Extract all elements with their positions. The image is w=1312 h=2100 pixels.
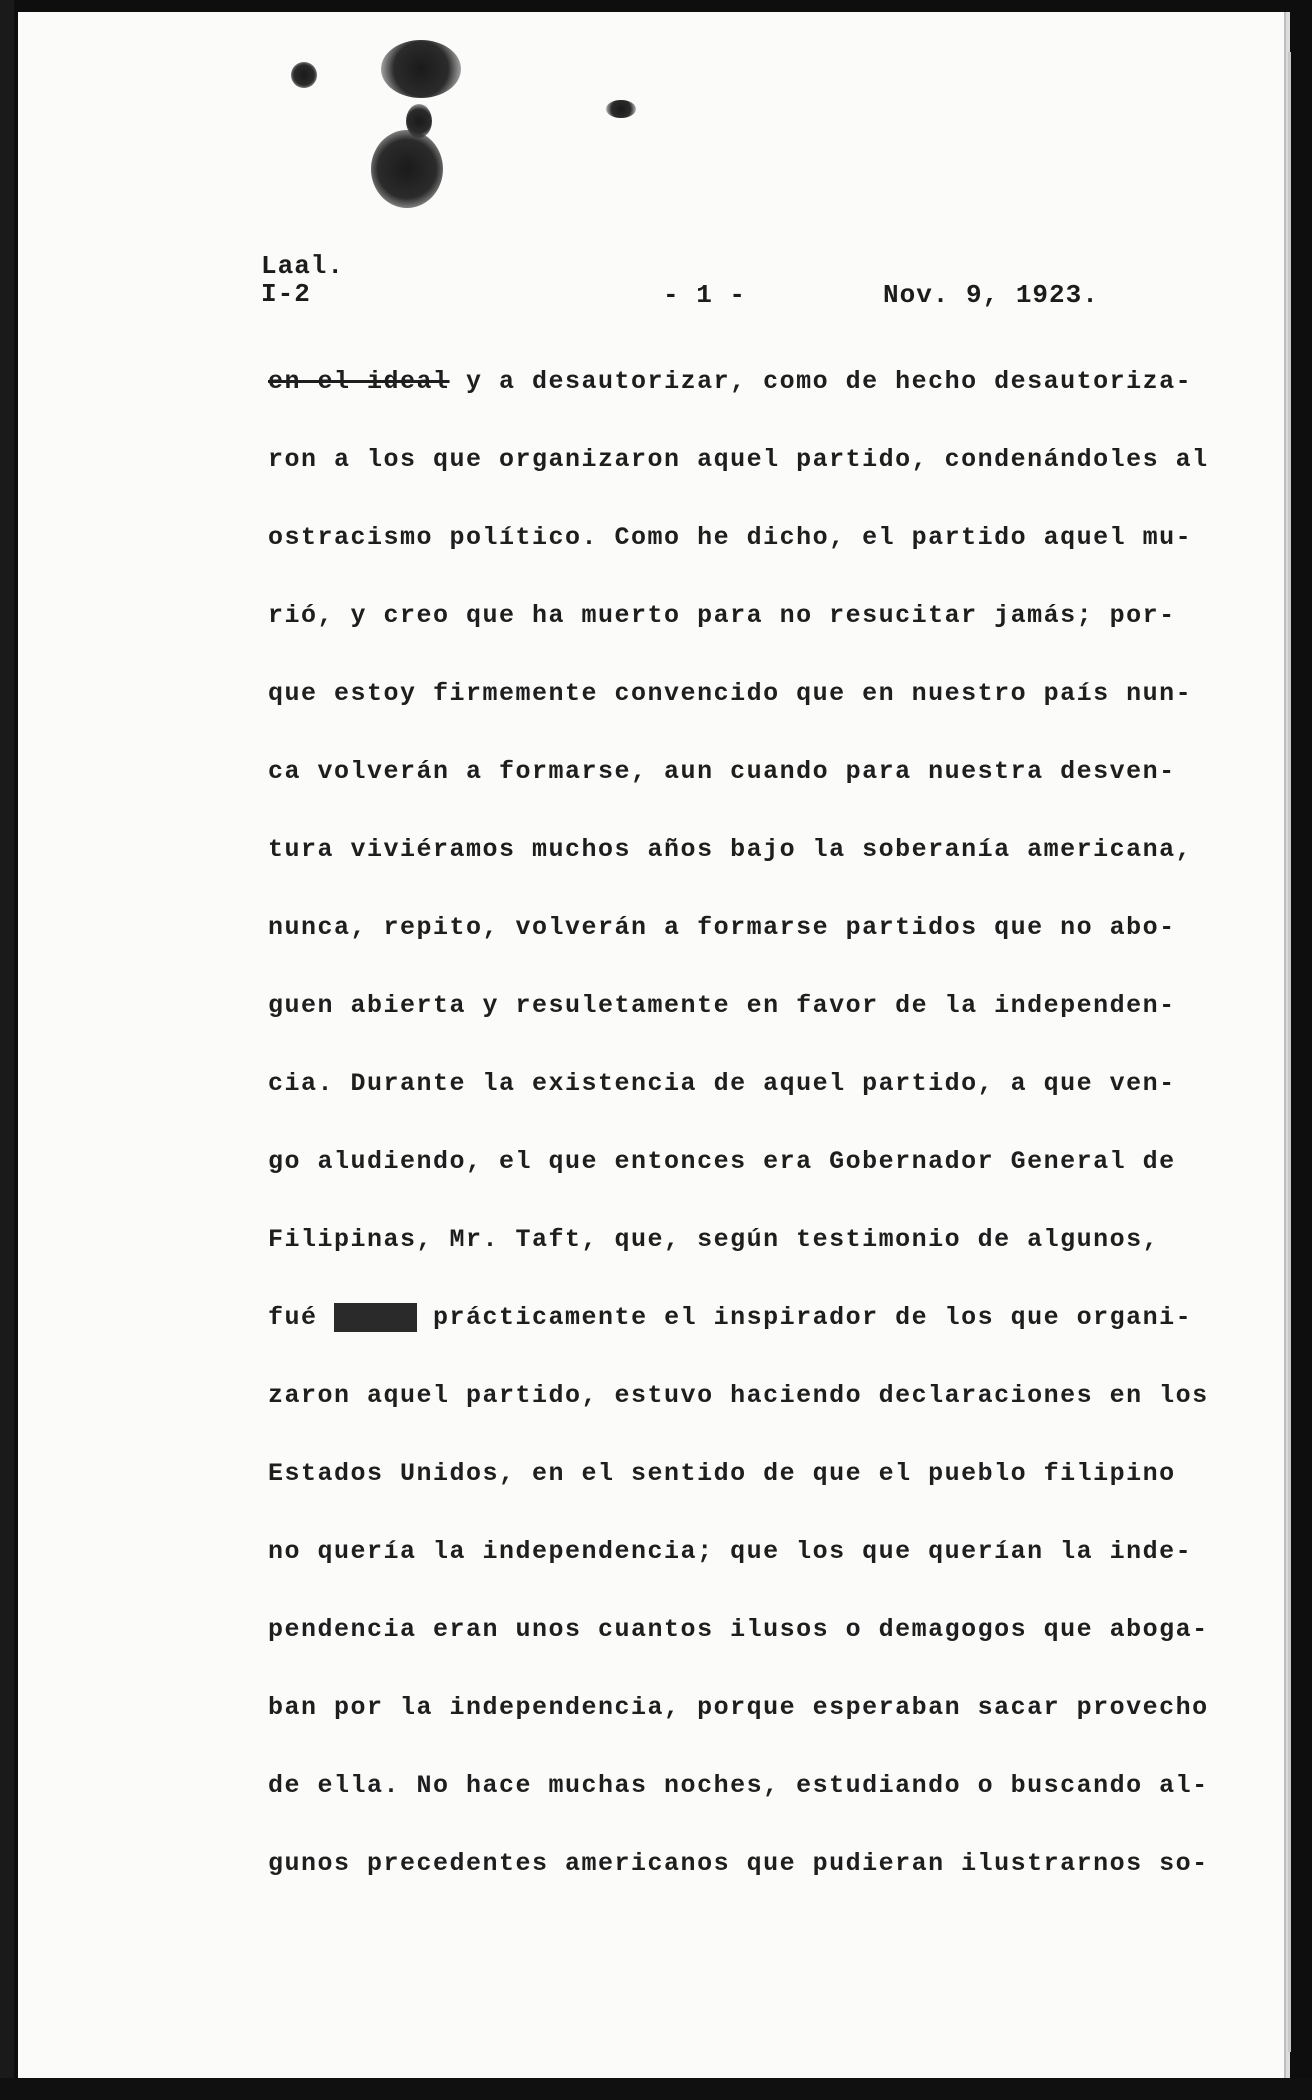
text-line: guen abierta y resuletamente en favor de la independen- (268, 991, 1176, 1020)
ink-smudge (606, 100, 636, 118)
text-line: fué xxxxx prácticamente el inspirador de los que organi- (268, 1303, 1193, 1332)
document-date: Nov. 9, 1923. (883, 280, 1099, 310)
text-line: cia. Durante la existencia de aquel partido, a que ven- (268, 1069, 1176, 1098)
ink-smudge (371, 130, 443, 208)
typewritten-page (18, 12, 1290, 2078)
struck-text: en el ideal (268, 367, 450, 396)
text-line: tura viviéramos muchos años bajo la soberanía americana, (268, 835, 1193, 864)
text-line: go aludiendo, el que entonces era Gobernador General de (268, 1147, 1176, 1176)
ink-smudge (291, 62, 317, 88)
page-number: - 1 - (663, 280, 747, 310)
typed-over-text: xxxxx (334, 1303, 417, 1332)
text-line: pendencia eran unos cuantos ilusos o demagogos que aboga- (268, 1615, 1209, 1644)
ink-smudge (381, 40, 461, 98)
text-line: ostracismo político. Como he dicho, el partido aquel mu- (268, 523, 1193, 552)
ink-smudge (406, 104, 432, 138)
text-line: nunca, repito, volverán a formarse partidos que no abo- (268, 913, 1176, 942)
typed-body (268, 367, 1209, 1927)
document-reference (261, 252, 344, 308)
text-line: rió, y creo que ha muerto para no resucitar jamás; por- (268, 601, 1176, 630)
text-line: ca volverán a formarse, aun cuando para nuestra desven- (268, 757, 1176, 786)
text-line: que estoy firmemente convencido que en nuestro país nun- (268, 679, 1193, 708)
text-line: de ella. No hace muchas noches, estudiando o buscando al- (268, 1771, 1209, 1800)
text-line: no quería la independencia; que los que querían la inde- (268, 1537, 1193, 1566)
scan-border (0, 0, 14, 2100)
scan-border-bottom (0, 2078, 1312, 2100)
text-line: ban por la independencia, porque esperaban sacar provecho (268, 1693, 1209, 1722)
reference-line-2: I-2 (261, 279, 311, 309)
text-line: Filipinas, Mr. Taft, que, según testimonio de algunos, (268, 1225, 1160, 1254)
text-line: zaron aquel partido, estuvo haciendo declaraciones en los (268, 1381, 1209, 1410)
reference-line-1: Laal. (261, 251, 345, 281)
text-line: Estados Unidos, en el sentido de que el pueblo filipino (268, 1459, 1176, 1488)
text-line: en el ideal y a desautorizar, como de hecho desautoriza- (268, 367, 1193, 396)
text-line: ron a los que organizaron aquel partido, condenándoles al (268, 445, 1209, 474)
page-edge (1288, 52, 1291, 2052)
text-line: gunos precedentes americanos que pudieran ilustrarnos so- (268, 1849, 1209, 1878)
